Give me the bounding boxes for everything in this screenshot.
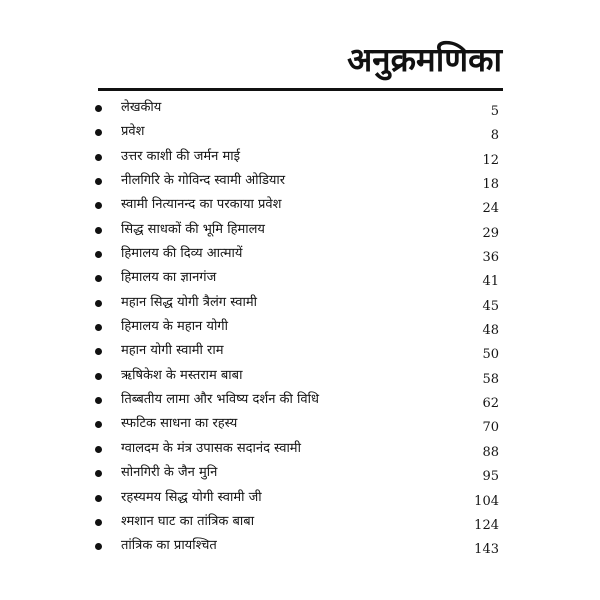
- toc-entry[interactable]: [0, 488, 600, 512]
- entry-title: श्मशान घाट का तांत्रिक बाबा: [121, 513, 255, 529]
- toc-entry[interactable]: [0, 341, 600, 365]
- toc-entry[interactable]: [0, 366, 600, 390]
- table-of-contents: [0, 98, 600, 561]
- bullet-icon: [95, 373, 102, 380]
- entry-title: रहस्यमय सिद्ध योगी स्वामी जी: [121, 489, 262, 505]
- entry-title: सिद्ध साधकों की भूमि हिमालय: [121, 221, 265, 237]
- toc-entry[interactable]: [0, 390, 600, 414]
- bullet-icon: [95, 178, 102, 185]
- entry-title: महान सिद्ध योगी त्रैलंग स्वामी: [121, 294, 258, 310]
- entry-page-number: 41: [482, 274, 499, 290]
- entry-title: स्फटिक साधना का रहस्य: [121, 416, 238, 432]
- toc-entry[interactable]: [0, 293, 600, 317]
- entry-title: उत्तर काशी की जर्मन माई: [121, 148, 241, 164]
- entry-title: हिमालय का ज्ञानगंज: [121, 270, 217, 286]
- entry-title: सोनगिरी के जैन मुनि: [121, 465, 218, 481]
- bullet-icon: [95, 421, 102, 428]
- entry-page-number: 104: [474, 493, 499, 509]
- entry-page-number: 12: [482, 152, 499, 168]
- toc-entry[interactable]: [0, 171, 600, 195]
- entry-title: हिमालय की दिव्य आत्मायें: [121, 246, 243, 262]
- bullet-icon: [95, 105, 102, 112]
- entry-title: ऋषिकेश के मस्तराम बाबा: [121, 367, 243, 383]
- entry-title: तांत्रिक का प्रायश्चित: [121, 538, 217, 554]
- bullet-icon: [95, 543, 102, 550]
- title-divider: [98, 88, 503, 91]
- entry-page-number: 45: [482, 298, 499, 314]
- entry-title: महान योगी स्वामी राम: [121, 343, 224, 359]
- entry-page-number: 5: [490, 104, 499, 119]
- entry-title: ग्वालदम के मंत्र उपासक सदानंद स्वामी: [121, 440, 301, 456]
- toc-entry[interactable]: [0, 439, 600, 463]
- bullet-icon: [95, 251, 102, 258]
- toc-entry[interactable]: [0, 512, 600, 536]
- bullet-icon: [95, 324, 102, 331]
- bullet-icon: [95, 275, 102, 282]
- entry-page-number: 29: [482, 225, 499, 241]
- bullet-icon: [95, 129, 102, 136]
- entry-page-number: 62: [482, 396, 499, 412]
- bullet-icon: [95, 470, 102, 477]
- toc-entry[interactable]: [0, 195, 600, 219]
- page-title: अनुक्रमणिका: [347, 40, 502, 79]
- entry-title: तिब्बतीय लामा और भविष्य दर्शन की विधि: [121, 392, 319, 408]
- entry-page-number: 143: [474, 542, 499, 558]
- bullet-icon: [95, 446, 102, 453]
- entry-page-number: 48: [482, 323, 499, 339]
- entry-title: हिमालय के महान योगी: [121, 319, 228, 335]
- toc-entry[interactable]: [0, 147, 600, 171]
- toc-entry[interactable]: [0, 244, 600, 268]
- entry-page-number: 58: [482, 371, 499, 387]
- entry-page-number: 124: [474, 517, 499, 533]
- toc-entry[interactable]: [0, 122, 600, 146]
- entry-title: प्रवेश: [121, 124, 145, 140]
- entry-page-number: 95: [482, 469, 499, 485]
- entry-page-number: 18: [482, 177, 499, 193]
- toc-entry[interactable]: [0, 536, 600, 560]
- entry-page-number: 88: [482, 444, 499, 460]
- bullet-icon: [95, 154, 102, 161]
- bullet-icon: [95, 519, 102, 526]
- bullet-icon: [95, 202, 102, 209]
- entry-title: नीलगिरि के गोविन्द स्वामी ओडियार: [121, 173, 286, 189]
- entry-page-number: 70: [482, 420, 499, 436]
- toc-entry[interactable]: [0, 220, 600, 244]
- toc-entry[interactable]: [0, 317, 600, 341]
- toc-entry[interactable]: [0, 268, 600, 292]
- entry-page-number: 36: [482, 250, 499, 266]
- entry-title: लेखकीय: [121, 100, 162, 115]
- entry-page-number: 8: [490, 128, 499, 144]
- bullet-icon: [95, 397, 102, 404]
- bullet-icon: [95, 227, 102, 234]
- toc-entry[interactable]: [0, 463, 600, 487]
- bullet-icon: [95, 300, 102, 307]
- toc-entry[interactable]: [0, 98, 600, 122]
- toc-entry[interactable]: [0, 414, 600, 438]
- entry-title: स्वामी नित्यानन्द का परकाया प्रवेश: [121, 197, 282, 213]
- entry-page-number: 24: [482, 201, 499, 217]
- bullet-icon: [95, 348, 102, 355]
- entry-page-number: 50: [482, 347, 499, 363]
- bullet-icon: [95, 495, 102, 502]
